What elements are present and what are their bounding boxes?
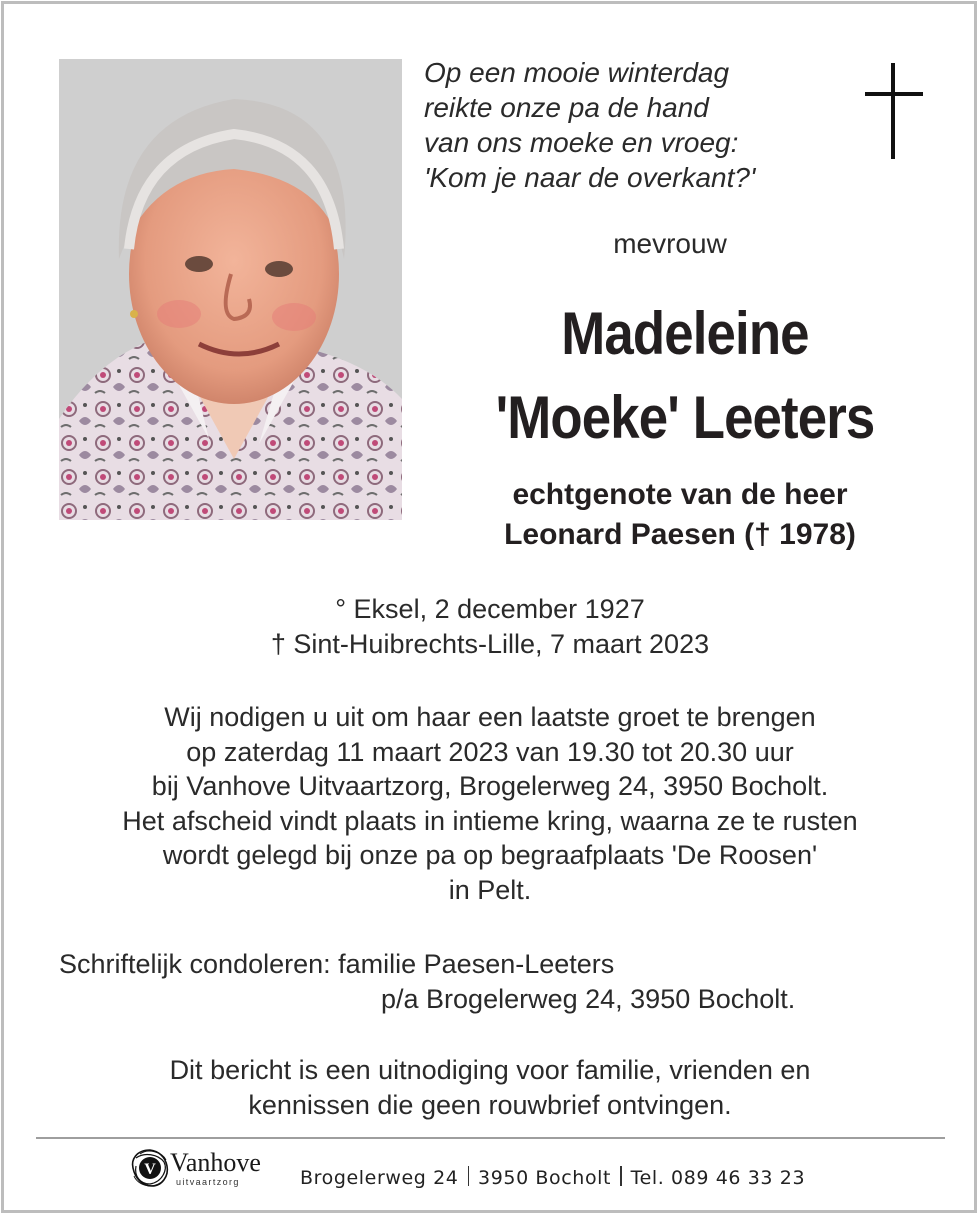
footer-phone: Tel. 089 46 33 23 (630, 1167, 806, 1189)
life-dates (140, 592, 840, 662)
condolence-address (59, 947, 919, 1017)
portrait-photo (59, 59, 402, 520)
salutation: mevrouw (613, 228, 727, 259)
footer-address: Brogelerweg 24 (300, 1167, 459, 1189)
spouse-info (450, 475, 910, 555)
invitation-line: Wij nodigen u uit om haar een laatste groet te brengen (164, 702, 816, 732)
deceased-name (469, 292, 900, 460)
death-date: † Sint-Huibrechts-Lille, 7 maart 2023 (270, 629, 710, 659)
first-name: Madeleine (561, 300, 809, 367)
divider (36, 1137, 945, 1139)
logo-name: Vanhove (170, 1148, 261, 1177)
condolence-line: Schriftelijk condoleren: familie Paesen-Leeters (59, 949, 615, 979)
spouse-name: Leonard Paesen († 1978) (504, 518, 856, 551)
logo-subtitle: uitvaartzorg (176, 1177, 240, 1187)
logo-letter: V (144, 1161, 156, 1178)
vanhove-logo (128, 1146, 288, 1192)
invitation-line: op zaterdag 11 maart 2023 van 19.30 tot 20.30 uur (186, 736, 794, 767)
invitation-line: in Pelt. (448, 874, 532, 905)
invitation-text (40, 700, 940, 907)
portrait-illustration (59, 59, 402, 520)
logo-scribble-icon (128, 1146, 172, 1190)
poem-line: van ons moeke en vroeg: (424, 127, 739, 158)
funeral-home-contact (300, 1166, 805, 1189)
birth-date: ° Eksel, 2 december 1927 (335, 594, 645, 624)
invitation-line: wordt gelegd bij onze pa op begraafplaats 'De Roosen' (162, 840, 818, 870)
notice-text (40, 1053, 940, 1123)
cross-icon (865, 63, 923, 159)
nickname-surname: 'Moeke' Leeters (495, 384, 875, 451)
invitation-line: Het afscheid vindt plaats in intieme kring, waarna ze te rusten (122, 805, 858, 836)
condolence-address-line: p/a Brogelerweg 24, 3950 Bocholt. (381, 984, 796, 1014)
notice-line: Dit bericht is een uitnodiging voor familie, vrienden en (169, 1055, 811, 1085)
footer-city: 3950 Bocholt (478, 1167, 612, 1189)
separator (468, 1166, 470, 1186)
poem-line: Op een mooie winterdag (424, 57, 730, 88)
invitation-line: bij Vanhove Uitvaartzorg, Brogelerweg 24, 3950 Bocholt. (151, 771, 829, 801)
poem (424, 55, 804, 195)
poem-line: reikte onze pa de hand (424, 92, 709, 123)
poem-line: 'Kom je naar de overkant?' (424, 162, 756, 193)
notice-line: kennissen die geen rouwbrief ontvingen. (248, 1090, 732, 1120)
separator (620, 1166, 622, 1186)
spouse-relation: echtgenote van de heer (512, 478, 848, 511)
